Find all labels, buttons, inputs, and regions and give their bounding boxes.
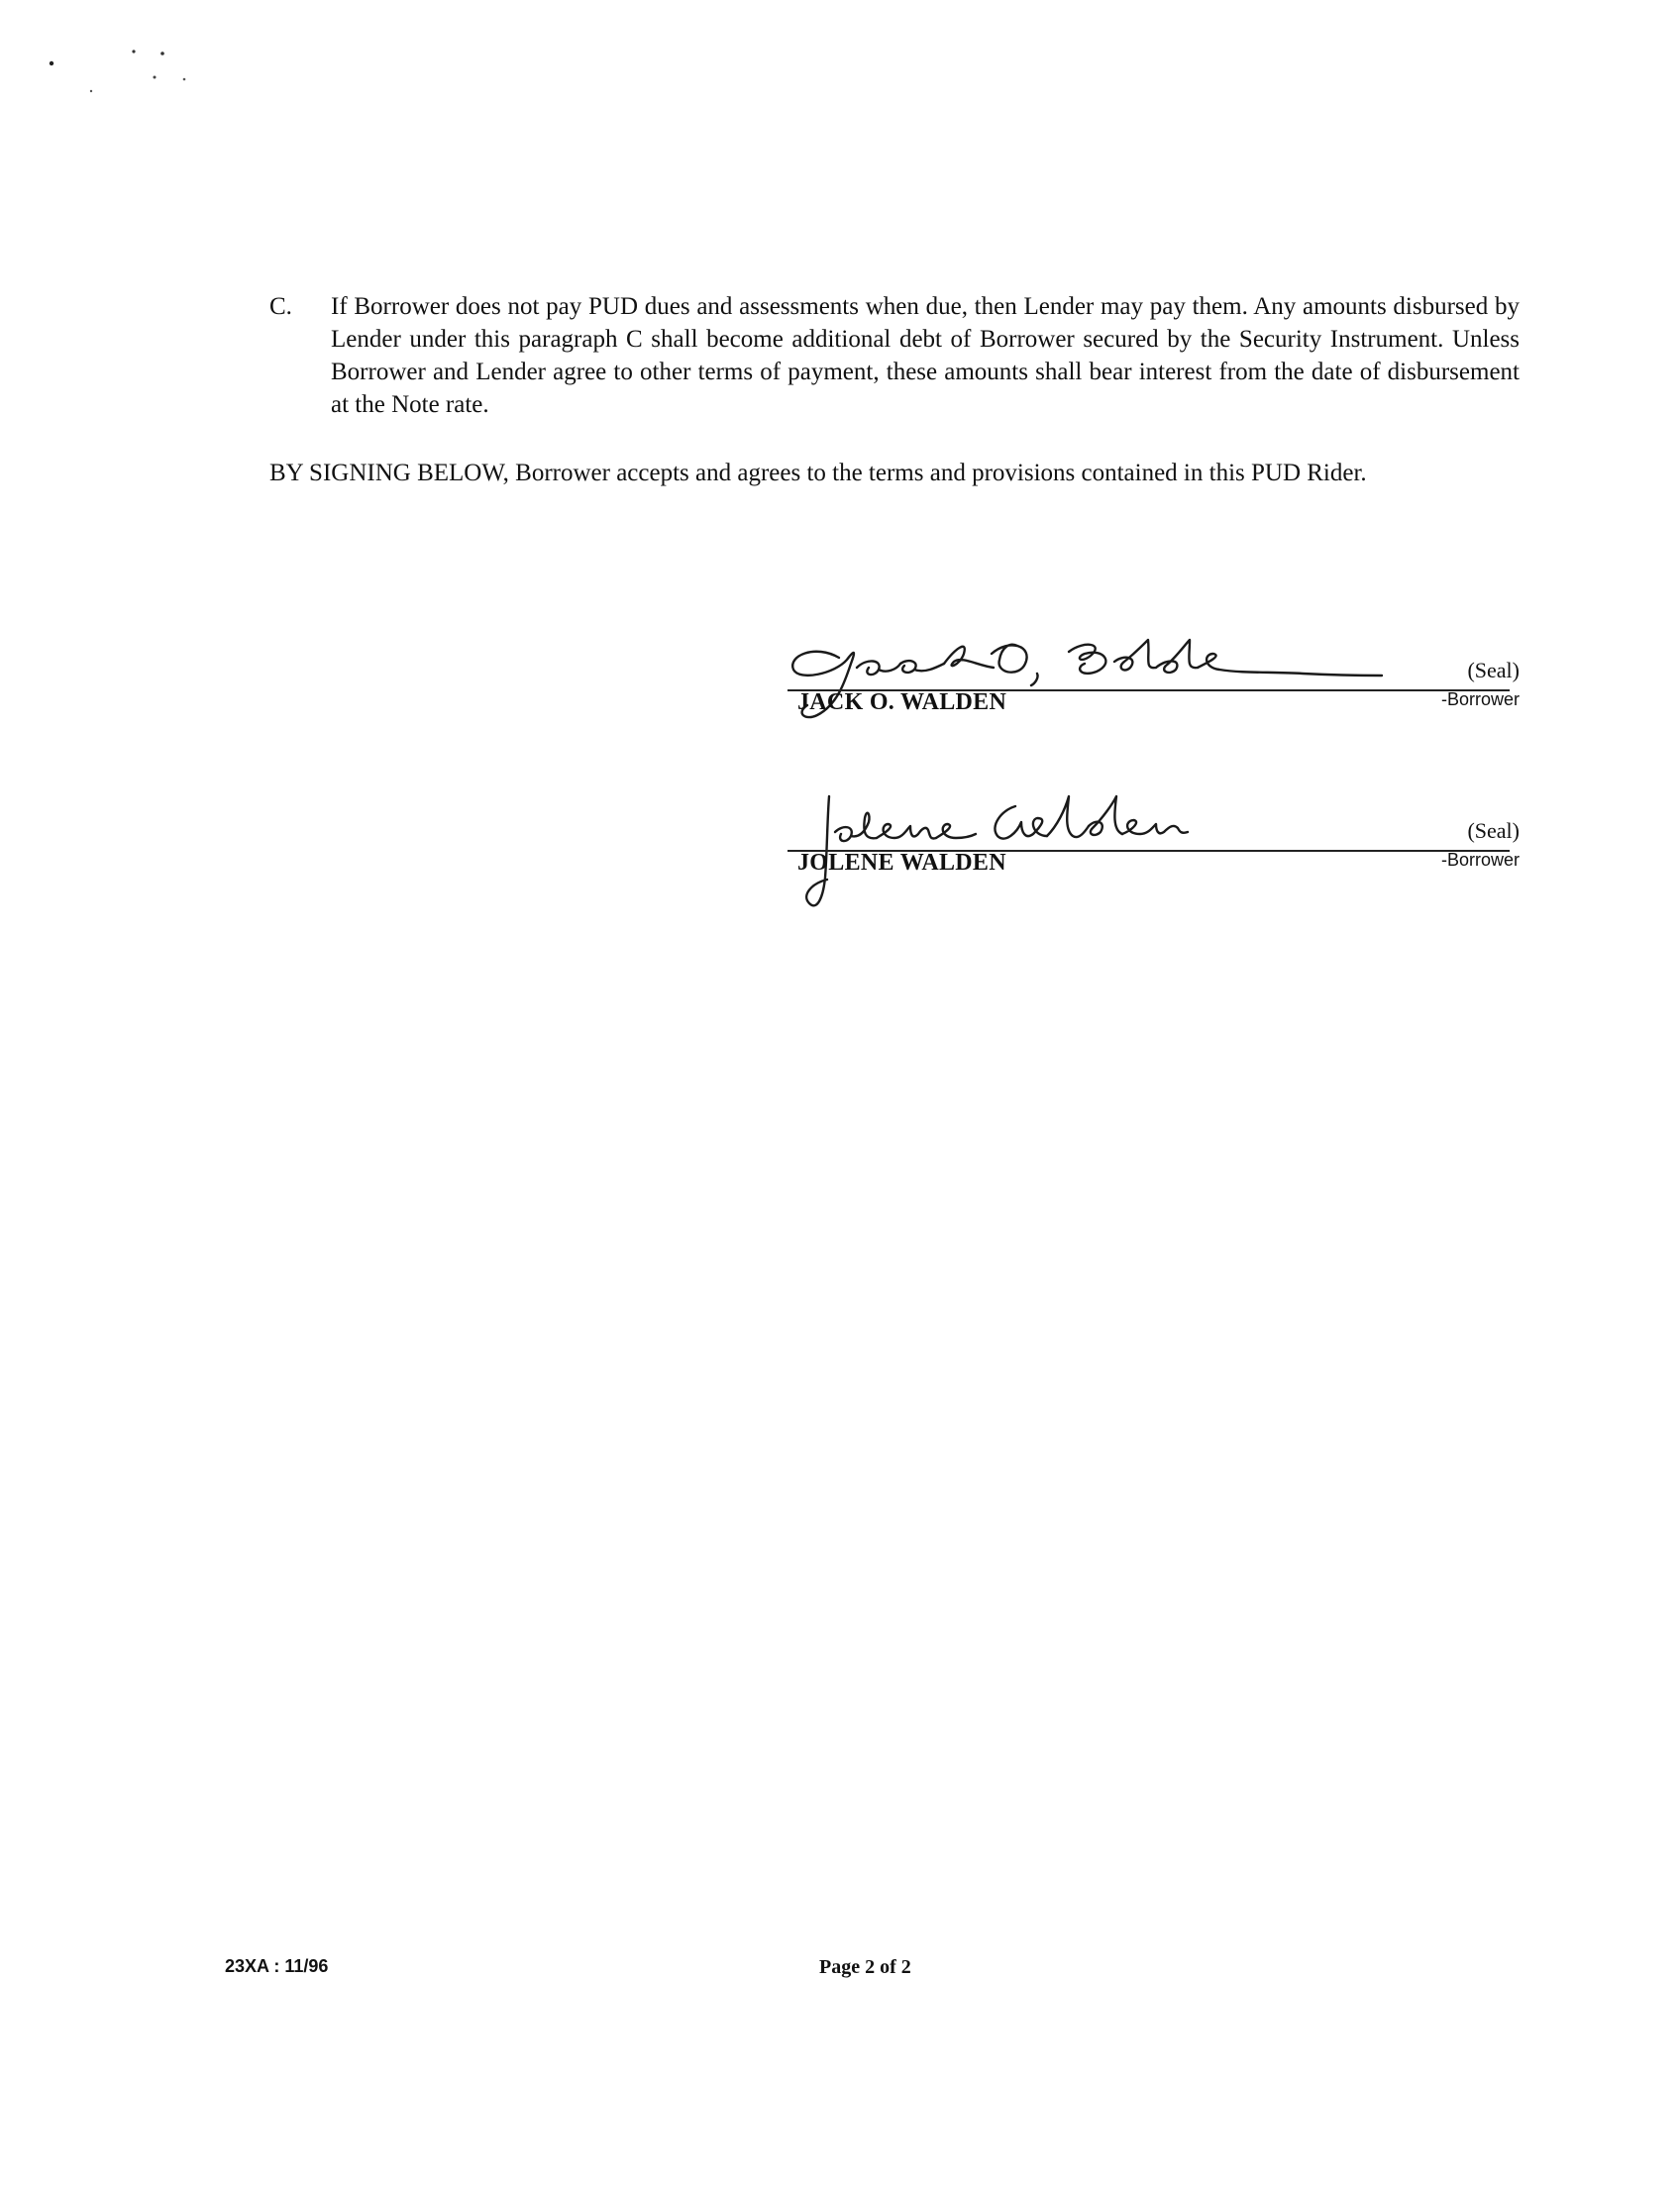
paragraph-c-letter: C. — [269, 293, 292, 320]
borrower-role-jolene: -Borrower — [1440, 850, 1520, 870]
signer-name-jack: JACK O. WALDEN — [797, 689, 1007, 715]
paragraph-c — [269, 290, 1520, 421]
signer-name-jolene: JOLENE WALDEN — [797, 850, 1006, 876]
signing-statement: BY SIGNING BELOW, Borrower accepts and agrees to the terms and provisions contained in this PUD Rider. — [269, 460, 1367, 486]
signature-block-jack — [788, 634, 1520, 733]
signature-block-jolene — [788, 792, 1520, 891]
handwritten-signature-jack — [788, 634, 1382, 743]
page-number: Page 2 of 2 — [819, 1956, 911, 1978]
seal-label-jolene: (Seal) — [1467, 818, 1520, 843]
borrower-role-jack: -Borrower — [1440, 689, 1520, 709]
form-code: 23XA : 11/96 — [225, 1956, 329, 1976]
seal-label-jack: (Seal) — [1467, 658, 1520, 682]
paragraph-c-text: If Borrower does not pay PUD dues and assessments when due, then Lender may pay them. Any amounts disbursed by Lender under this paragraph C shall become additional debt of Borrower secured by the Security Instrument. Unless Borrower and Lender agree to other terms of payment, these amounts shall bear interest from the date of disbursement at the Note rate. — [331, 293, 1520, 418]
scan-specks — [40, 40, 198, 99]
